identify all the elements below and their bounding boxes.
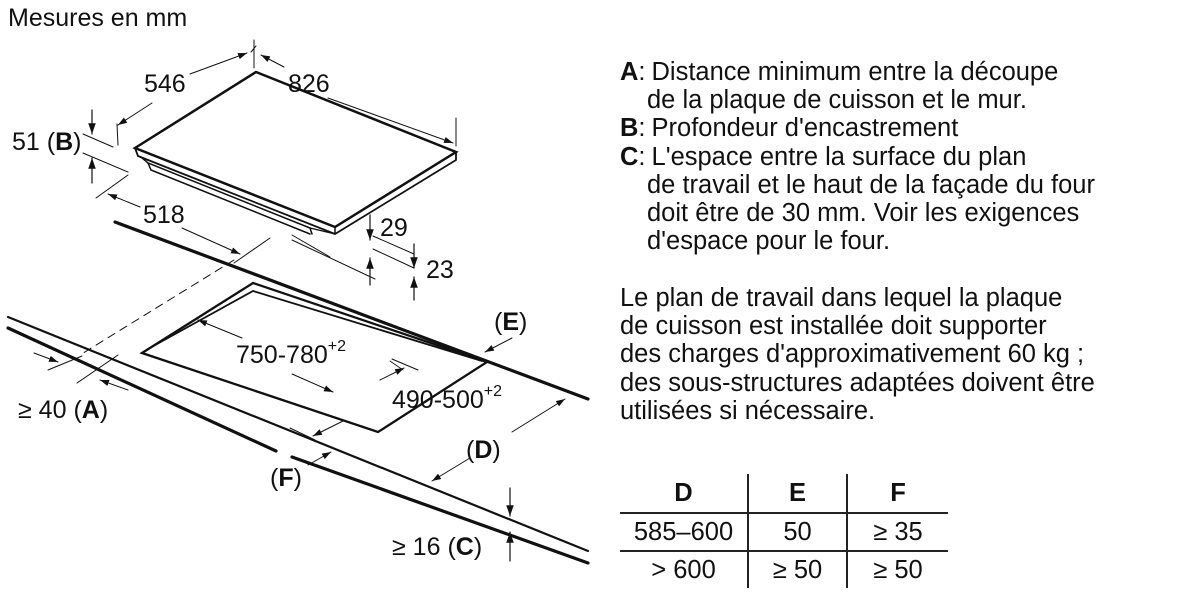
key-a: A xyxy=(81,396,100,424)
dim-cutout-depth: $490-500^{+2}$ xyxy=(392,383,502,414)
label-f: (F) xyxy=(270,464,302,492)
dim-29: 29 xyxy=(380,214,408,242)
clearance-table xyxy=(620,474,948,588)
dim-base-depth: 518 xyxy=(143,201,185,229)
load-note: Le plan de travail dans lequel la plaque de cuisson est installée doit supporter des charges d'approximativement 60 kg ; des sous-structures adaptées doivent être utilisées si nécessaire. xyxy=(620,284,1095,425)
legend-item-b: B : Profondeur d'encastrement xyxy=(620,114,959,143)
table-header-row xyxy=(620,474,948,513)
dim-clearance: ≥ 16 (C) xyxy=(392,533,483,561)
table-header-d: D xyxy=(620,474,748,513)
dim-hob-width: 826 xyxy=(288,70,330,98)
dim-cutout-width: $750-780^{+2}$ xyxy=(236,338,346,369)
table-header-f: F xyxy=(847,474,948,513)
page-title: Mesures en mm xyxy=(8,4,188,32)
label-d: (D) xyxy=(466,436,501,464)
dim-23: 23 xyxy=(426,256,454,284)
table-row: > 600 ≥ 50 ≥ 50 xyxy=(620,551,948,588)
legend-item-a: A : Distance minimum entre la découpe xyxy=(620,58,1059,86)
table-row: 585–600 50 ≥ 35 xyxy=(620,513,948,551)
key-b: B xyxy=(55,128,74,156)
legend: A : Distance minimum entre la découpe de la plaque de cuisson et le mur. B : Profondeur d'encastrement C : L'espace entre la surface du plan de travail et le haut de la façade du four doit être de 30 mm. Voir les exigences d'espace pour le four. xyxy=(620,58,1095,256)
key-c: C xyxy=(455,533,474,561)
dim-hob-height: 51 (B) xyxy=(12,128,82,156)
legend-item-c: C : L'espace entre la surface du plan xyxy=(620,142,1027,171)
label-e: (E) xyxy=(494,308,528,336)
dim-hob-depth: 546 xyxy=(144,70,186,98)
dim-wall-distance: ≥ 40 (A) xyxy=(18,396,109,424)
table-header-e: E xyxy=(748,474,847,513)
